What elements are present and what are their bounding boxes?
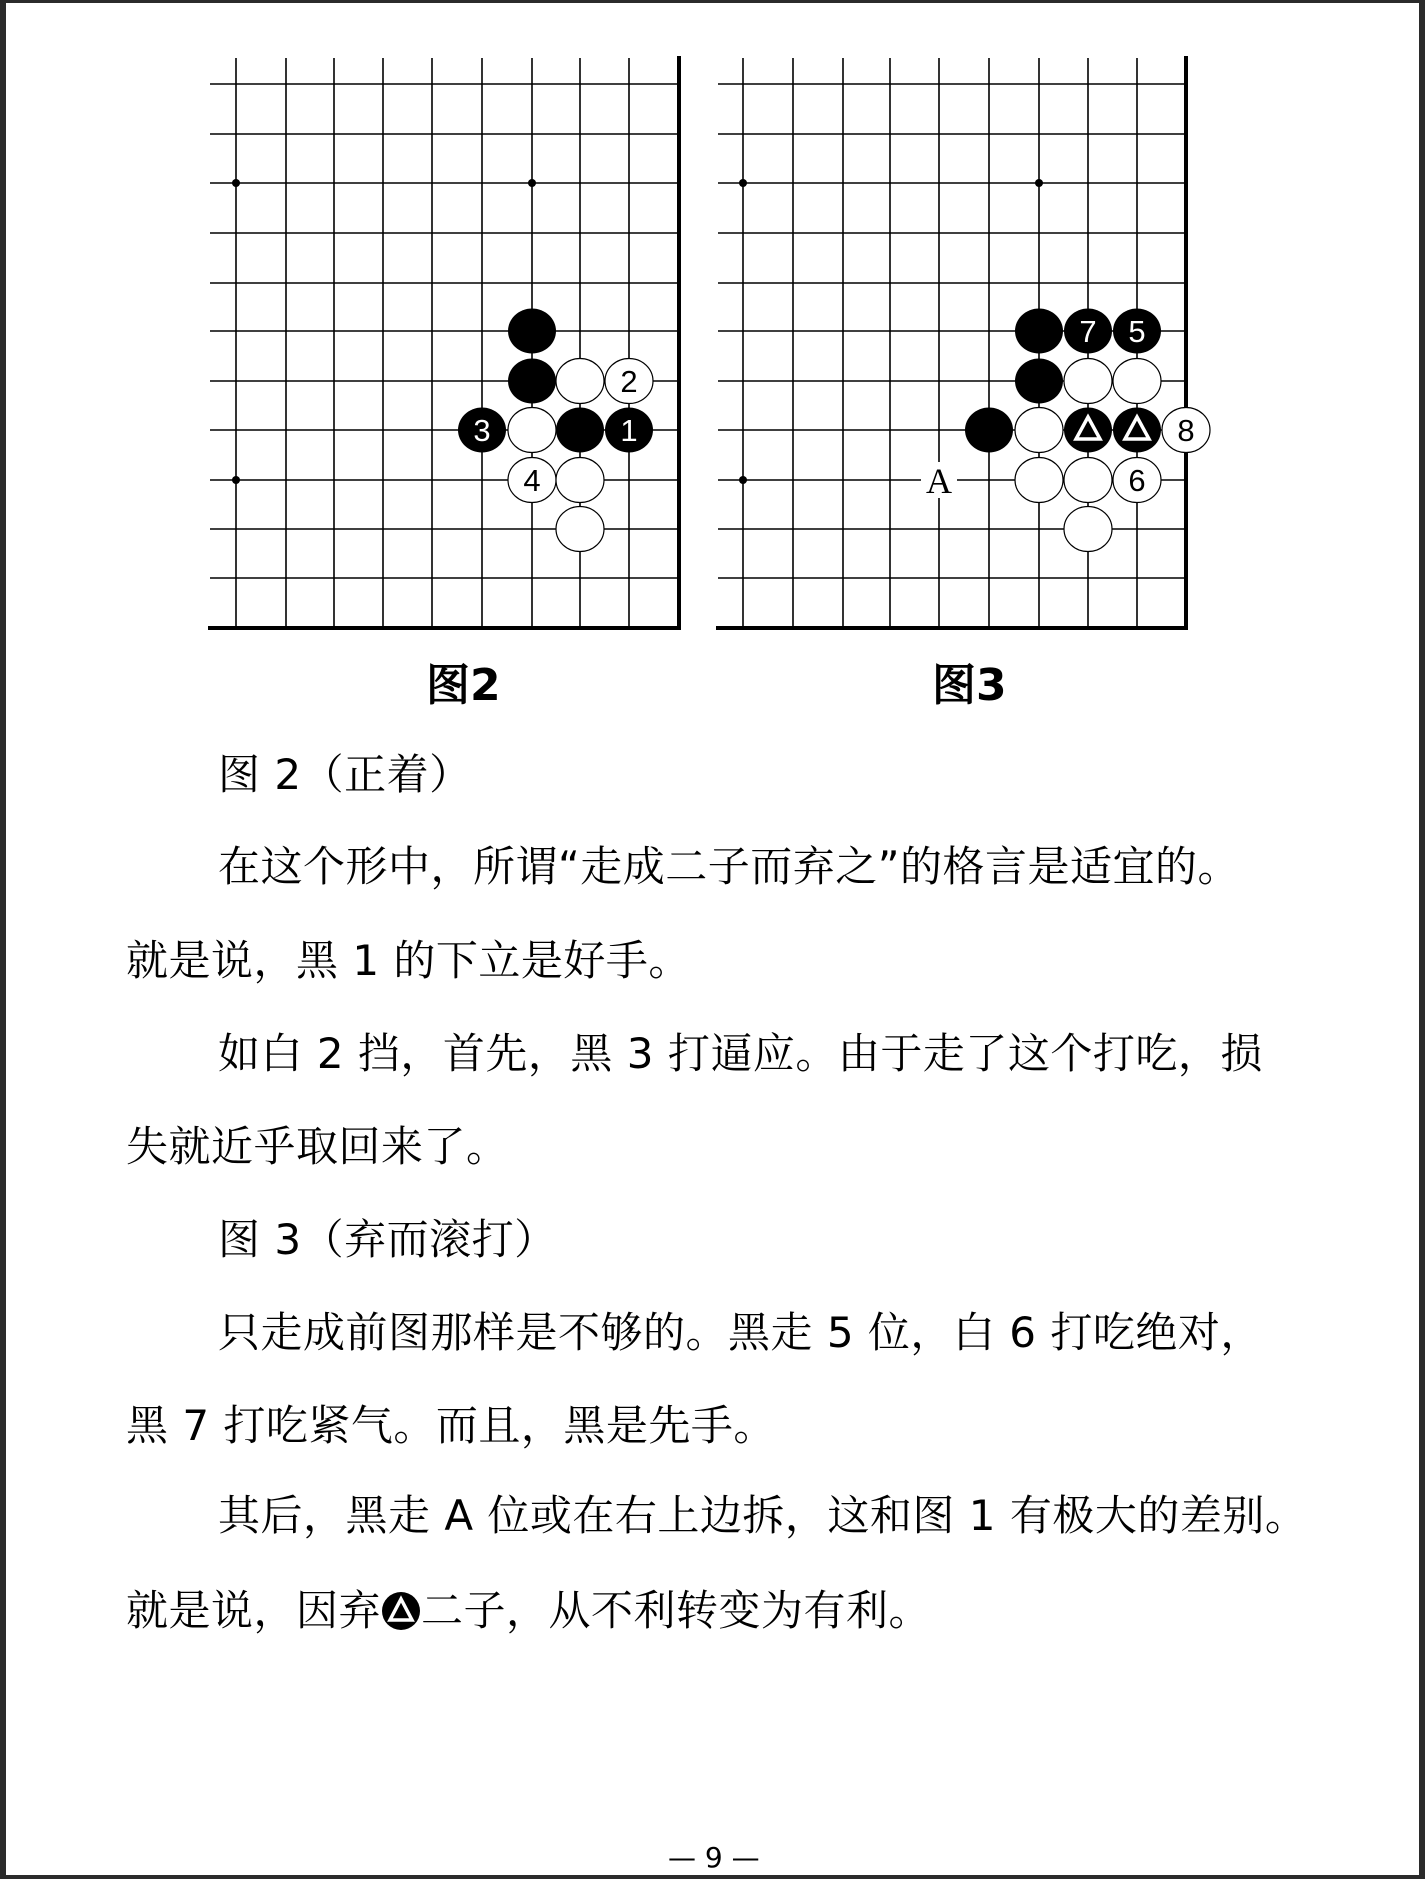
- black-stone: [1064, 309, 1112, 354]
- white-stone: [1113, 458, 1161, 503]
- move-number: 7: [1079, 314, 1097, 349]
- paragraph-1-line-1: 在这个形中，所谓“走成二子而弃之”的格言是适宜的。: [218, 842, 1241, 891]
- black-triangle-stone-icon: [381, 1591, 421, 1631]
- star-point: [739, 476, 747, 484]
- move-number: 3: [473, 413, 491, 448]
- move-number: 5: [1128, 314, 1146, 349]
- move-number: 8: [1177, 413, 1195, 448]
- figure-3-heading: 图 3（弃而滚打）: [218, 1215, 557, 1264]
- paragraph-4-line-1: 其后，黑走 A 位或在右上边拆，这和图 1 有极大的差别。: [218, 1491, 1308, 1540]
- black-stone: [1064, 408, 1112, 453]
- star-point: [739, 179, 747, 187]
- move-number: 1: [620, 413, 638, 448]
- white-stone: [1015, 408, 1063, 453]
- paragraph-5-text-after: 二子，从不利转变为有利。: [421, 1586, 932, 1635]
- paragraph-1-line-2: 就是说，黑 1 的下立是好手。: [126, 936, 691, 985]
- white-stone: [1162, 408, 1210, 453]
- paragraph-3-line-1: 只走成前图那样是不够的。黑走 5 位，白 6 打吃绝对，: [218, 1308, 1263, 1357]
- figure-3-caption: 图3: [932, 660, 1007, 711]
- paragraph-2-line-1: 如白 2 挡，首先，黑 3 打逼应。由于走了这个打吃，损: [218, 1029, 1263, 1078]
- position-label-a: A: [926, 461, 952, 501]
- black-stone: [1015, 359, 1063, 404]
- black-stone: [1113, 309, 1161, 354]
- move-number: 2: [620, 364, 638, 399]
- document-page: [6, 3, 1419, 1875]
- figure-2-heading: 图 2（正着）: [218, 750, 472, 799]
- black-stone: [965, 408, 1013, 453]
- white-stone: [1064, 507, 1112, 552]
- black-stone: [1015, 309, 1063, 354]
- figure-2-caption: 图2: [426, 660, 501, 711]
- white-stone: [1015, 458, 1063, 503]
- move-number: 4: [523, 463, 541, 498]
- star-point: [1035, 179, 1043, 187]
- page-number: — 9 —: [668, 1841, 760, 1874]
- paragraph-5-line-1: [126, 1586, 932, 1635]
- white-stone: [1064, 458, 1112, 503]
- go-diagram-figure-3: [6, 3, 1419, 643]
- paragraph-2-line-2: 失就近乎取回来了。: [126, 1122, 509, 1171]
- move-number: 6: [1128, 463, 1146, 498]
- white-stone: [1064, 359, 1112, 404]
- black-stone: [1113, 408, 1161, 453]
- paragraph-3-line-2: 黑 7 打吃紧气。而且，黑是先手。: [126, 1401, 776, 1450]
- paragraph-5-text-before: 就是说，因弃: [126, 1586, 382, 1635]
- white-stone: [1113, 359, 1161, 404]
